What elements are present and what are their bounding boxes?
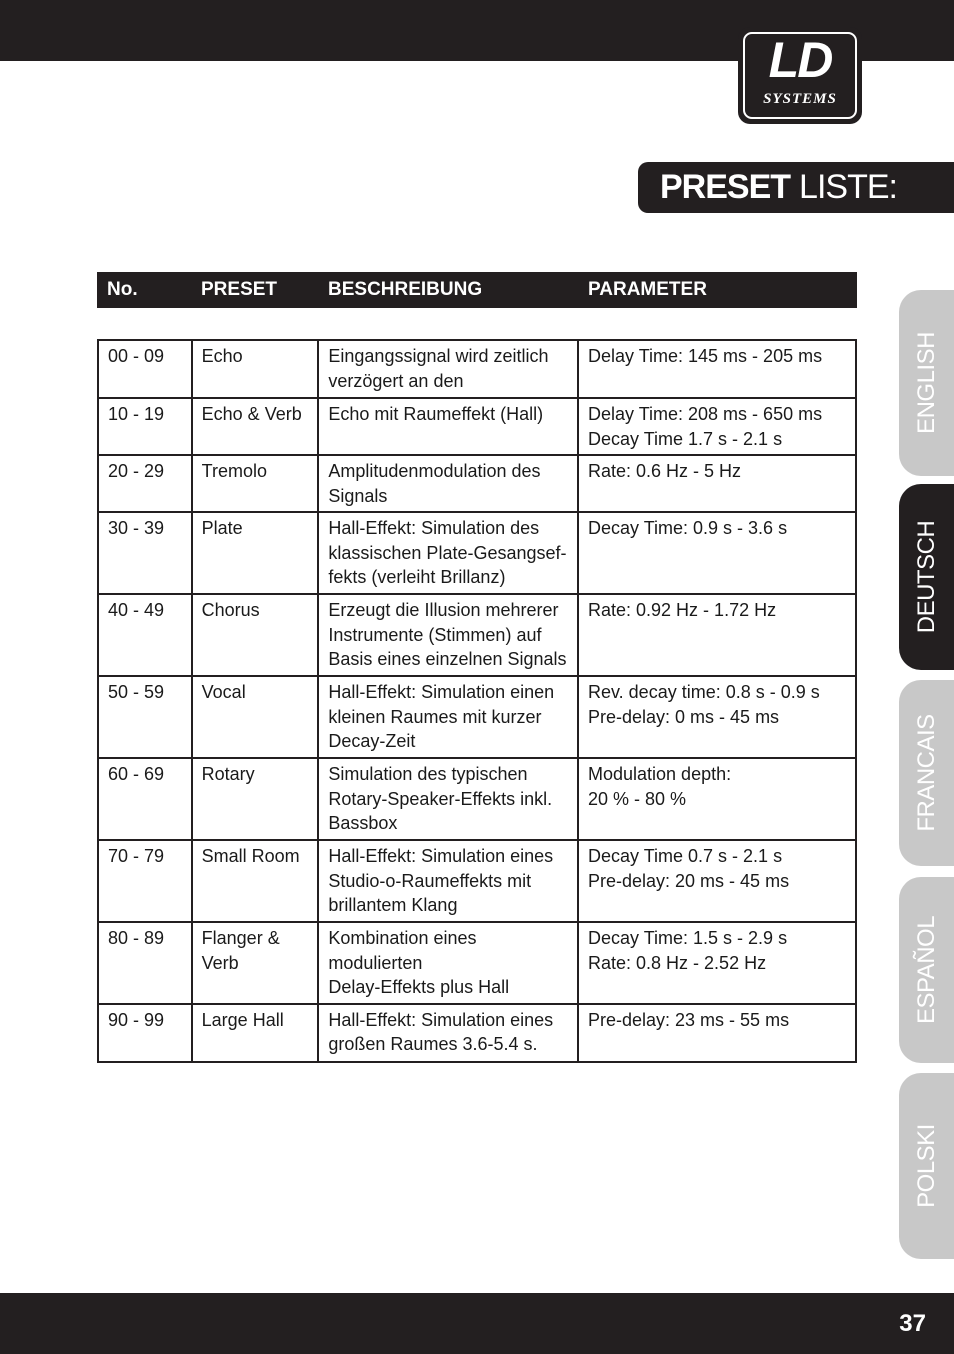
ld-systems-logo <box>738 27 862 124</box>
cell-no: 60 - 69 <box>98 758 192 840</box>
cell-description: Simulation des typischen Rotary-Speaker-Effekts inkl. Bassbox <box>318 758 578 840</box>
cell-no: 50 - 59 <box>98 676 192 758</box>
table-row <box>98 340 856 398</box>
language-tab-francais[interactable] <box>899 680 954 866</box>
cell-parameter: Delay Time: 145 ms - 205 ms <box>578 340 856 398</box>
cell-description: Amplitudenmodulation des Signals <box>318 455 578 512</box>
cell-description: Hall-Effekt: Simulation einen kleinen Raumes mit kurzer Decay-Zeit <box>318 676 578 758</box>
cell-preset: Large Hall <box>192 1004 319 1062</box>
language-tab-english[interactable] <box>899 290 954 476</box>
language-tab-label: ESPAÑOL <box>912 915 940 1025</box>
bottom-bar <box>0 1293 954 1354</box>
cell-parameter: Decay Time: 0.9 s - 3.6 s <box>578 512 856 594</box>
cell-preset: Rotary <box>192 758 319 840</box>
cell-no: 40 - 49 <box>98 594 192 676</box>
page-number: 37 <box>899 1310 926 1337</box>
table-row <box>98 758 856 840</box>
cell-description: Hall-Effekt: Simulation eines Studio-o-Raumeffekts mit brillantem Klang <box>318 840 578 922</box>
cell-no: 30 - 39 <box>98 512 192 594</box>
cell-description: Erzeugt die Illusion mehrerer Instrumente (Stimmen) auf Basis eines einzelnen Signals <box>318 594 578 676</box>
cell-parameter: Modulation depth: 20 % - 80 % <box>578 758 856 840</box>
cell-parameter: Rate: 0.92 Hz - 1.72 Hz <box>578 594 856 676</box>
language-tab-label: FRANCAIS <box>912 714 940 832</box>
logo-brand-text: LD <box>768 32 832 88</box>
cell-parameter: Decay Time: 1.5 s - 2.9 s Rate: 0.8 Hz - 2.52 Hz <box>578 922 856 1004</box>
cell-preset: Chorus <box>192 594 319 676</box>
table-row <box>98 1004 856 1062</box>
cell-description: Eingangssignal wird zeitlich verzögert an den <box>318 340 578 398</box>
table-row <box>98 512 856 594</box>
language-tab-label: POLSKI <box>912 1124 940 1208</box>
cell-parameter: Rate: 0.6 Hz - 5 Hz <box>578 455 856 512</box>
page-title-regular: LISTE: <box>799 168 897 206</box>
cell-description: Echo mit Raumeffekt (Hall) <box>318 398 578 455</box>
language-tab-espanol[interactable] <box>899 877 954 1063</box>
table-row <box>98 922 856 1004</box>
cell-preset: Tremolo <box>192 455 319 512</box>
page-title-bold: PRESET <box>660 168 791 206</box>
header-no: No. <box>107 279 138 300</box>
cell-preset: Plate <box>192 512 319 594</box>
cell-no: 10 - 19 <box>98 398 192 455</box>
table-row <box>98 840 856 922</box>
cell-no: 90 - 99 <box>98 1004 192 1062</box>
page-title <box>638 162 954 213</box>
language-tab-label: ENGLISH <box>912 332 940 434</box>
cell-preset: Vocal <box>192 676 319 758</box>
language-tab-deutsch[interactable] <box>899 484 954 670</box>
cell-preset: Flanger & Verb <box>192 922 319 1004</box>
table-header <box>97 272 857 308</box>
table-row <box>98 398 856 455</box>
language-tab-label: DEUTSCH <box>912 520 940 634</box>
table-row <box>98 594 856 676</box>
cell-description: Hall-Effekt: Simulation eines großen Raumes 3.6-5.4 s. <box>318 1004 578 1062</box>
cell-parameter: Delay Time: 208 ms - 650 ms Decay Time 1.7 s - 2.1 s <box>578 398 856 455</box>
cell-preset: Small Room <box>192 840 319 922</box>
header-description: BESCHREIBUNG <box>328 279 483 300</box>
cell-no: 70 - 79 <box>98 840 192 922</box>
cell-no: 20 - 29 <box>98 455 192 512</box>
logo-sub-text: SYSTEMS <box>763 91 837 107</box>
header-parameter: PARAMETER <box>588 279 707 300</box>
cell-description: Kombination eines modulierten Delay-Effekts plus Hall <box>318 922 578 1004</box>
table-row <box>98 455 856 512</box>
cell-parameter: Rev. decay time: 0.8 s - 0.9 s Pre-delay: 0 ms - 45 ms <box>578 676 856 758</box>
cell-parameter: Decay Time 0.7 s - 2.1 s Pre-delay: 20 ms - 45 ms <box>578 840 856 922</box>
cell-no: 00 - 09 <box>98 340 192 398</box>
cell-preset: Echo <box>192 340 319 398</box>
cell-no: 80 - 89 <box>98 922 192 1004</box>
cell-parameter: Pre-delay: 23 ms - 55 ms <box>578 1004 856 1062</box>
language-tab-polski[interactable] <box>899 1073 954 1259</box>
header-preset: PRESET <box>201 279 278 300</box>
preset-table <box>97 339 857 1063</box>
table-row <box>98 676 856 758</box>
cell-description: Hall-Effekt: Simulation des klassischen Plate-Gesangsef- fekts (verleiht Brillanz) <box>318 512 578 594</box>
cell-preset: Echo & Verb <box>192 398 319 455</box>
